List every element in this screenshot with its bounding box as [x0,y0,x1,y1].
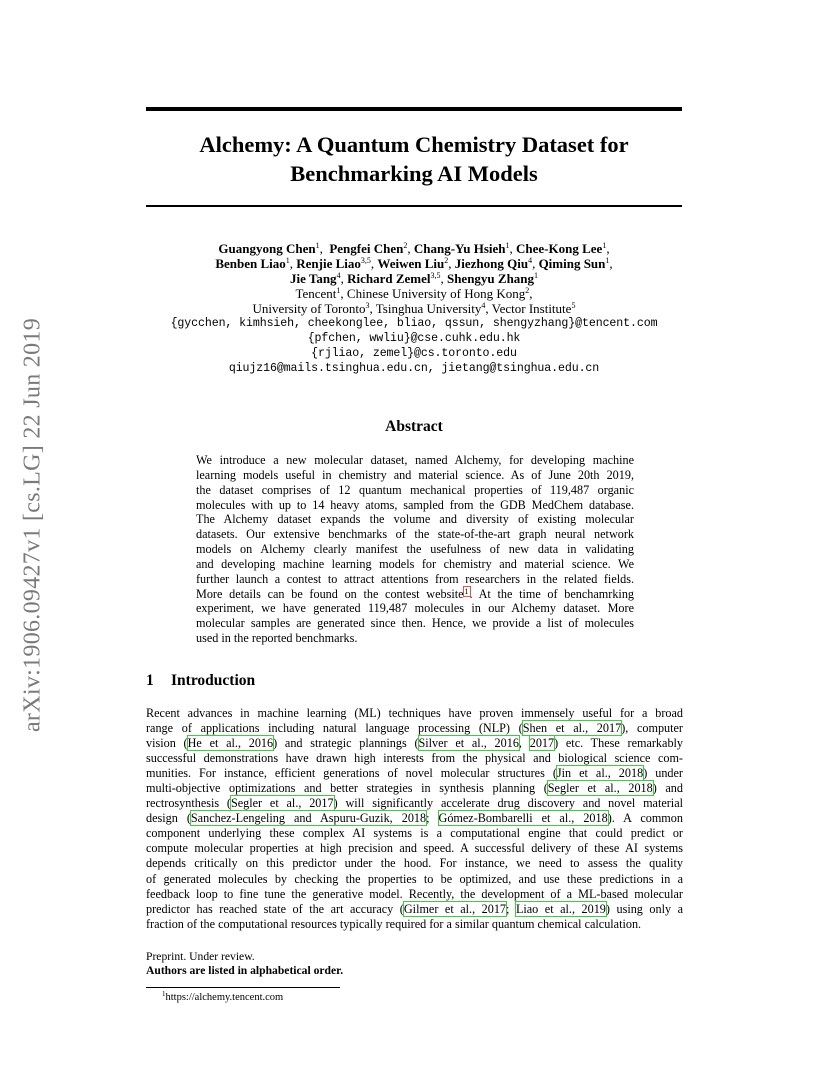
intro-text: ) and [652,781,683,796]
author-affil-sup: 1 [285,256,290,265]
citation-link[interactable]: Liao et al., 2019 [515,901,606,916]
intro-line: feedback loop to fine tune the generative model. Recently, the development of a ML-based molecular [146,886,683,901]
citation-link[interactable]: Jin et al., 2018 [556,766,644,781]
author-affil-sup: 3,5 [360,256,371,265]
intro-text: ) under [643,766,683,781]
affiliation-row-2 [146,301,682,316]
intro-text: ) will significantly accelerate drug discovery and novel material [333,796,683,811]
affiliation-name: University of Toronto [252,301,366,316]
author-name: Renjie Liao [296,256,361,271]
citation-link[interactable]: Shen et al., 2017 [522,721,622,736]
abstract-line: and developing machine learning models for chemistry and material science. We [196,556,634,571]
citation-link[interactable]: Silver et al., 2016 [418,736,519,751]
affiliation-name: , Chinese University of Hong Kong [340,286,526,301]
email-line[interactable]: {pfchen, wwliu}@cse.cuhk.edu.hk [307,332,521,345]
intro-text: ) and strategic plannings ( [273,736,419,751]
affiliation-sup: 5 [571,301,576,310]
section-number: 1 [146,672,154,689]
intro-line [146,811,683,826]
intro-text: , [518,736,530,751]
title-line-1: Alchemy: A Quantum Chemistry Dataset for [199,132,629,157]
author-name: Weiwen Liu [377,256,445,271]
intro-text: design ( [146,811,191,826]
intro-text: rectrosynthesis ( [146,796,231,811]
intro-line: of generated molecules by checking the properties to be optimized, and use these predictions in a [146,871,683,886]
email-line[interactable]: {gycchen, kimhsieh, cheekonglee, bliao, qssun, shengyzhang}@tencent.com [170,317,658,330]
email-line[interactable]: qiujz16@mails.tsinghua.edu.cn, jietang@tsinghua.edu.cn [228,362,600,375]
affiliation-name: , Tsinghua University [369,301,482,316]
intro-line: Recent advances in machine learning (ML) techniques have proven immensely useful for a broad [146,706,683,720]
intro-line [146,736,683,751]
abstract-body [196,453,634,646]
abstract-heading: Abstract [385,418,443,435]
author-affil-sup: 1 [534,271,539,280]
title-top-rule [146,107,682,111]
footnote-ref-link[interactable]: 1 [464,586,469,596]
abstract-line: The Alchemy dataset expands the volume and diversity of existing molecular [196,512,634,527]
intro-line [146,902,683,917]
author-name: Pengfei Chen [329,241,404,256]
affiliation-name: , Vector Institute [485,301,572,316]
intro-text: multi-objective optimizations and better strategies in synthesis planning ( [146,781,548,796]
author-name: Guangyong Chen [218,241,316,256]
citation-link[interactable]: Gilmer et al., 2017 [403,901,507,916]
author-affil-sup: 1 [605,256,610,265]
author-block [146,241,682,376]
abstract-line: We introduce a new molecular dataset, named Alchemy, for developing machine [196,453,634,467]
author-affil-sup: 1 [602,241,607,250]
affiliation-name: Tencent [295,286,337,301]
author-affil-sup: 1 [315,241,320,250]
intro-line: successful demonstrations have drawn high interests from the physical and biological science com- [146,751,683,766]
intro-line: compute molecular properties at high precision and speed. A successful delivery of these AI systems [146,841,683,856]
title-line-2: Benchmarking AI Models [290,161,538,186]
footnote-mark: 1 [162,990,166,998]
abstract-text: More details can be found on the contest website [196,586,464,601]
email-line[interactable]: {rjliao, zemel}@cs.toronto.edu [311,347,517,360]
abstract-line: datasets. Our extensive benchmarks of the state-of-the-art graph neural network [196,527,634,542]
citation-link[interactable]: Segler et al., 2018 [547,781,653,796]
author-affil-sup: 2 [403,241,408,250]
intro-text: predictor has reached state of the art accuracy ( [146,901,404,916]
citation-link[interactable]: 2017 [529,736,555,751]
intro-text: vision ( [146,736,188,751]
author-affil-sup: 3,5 [430,271,441,280]
intro-text: ), computer [621,721,683,736]
affiliation-sup: 1 [336,286,341,295]
author-affil-sup: 1 [505,241,510,250]
arxiv-stamp [20,290,46,760]
affiliation-sep: , [529,286,533,301]
author-row-1: Guangyong Chen$^1$, Pengfei Chen$^2$, Chang-Yu Hsieh$^1$, Chee-Kong Lee$^1$, [218,241,610,256]
intro-line [146,721,683,736]
footnote [162,992,283,1003]
intro-line: component underlying these complex AI systems is a computational engine that could predict or [146,826,683,841]
author-name: Shengyu Zhang [446,271,535,286]
author-name: Benben Liao [215,256,286,271]
affiliation-sup: 4 [481,301,486,310]
author-name: Chee-Kong Lee [516,241,603,256]
citation-link[interactable]: Segler et al., 2017 [230,796,334,811]
author-name: Jiezhong Qiu [454,256,529,271]
abstract-text: . At the time of benchamrking [469,586,635,601]
intro-line [146,781,683,796]
abstract-line: the dataset comprises of 12 quantum mechanical properties of 119,487 organic [196,482,634,497]
intro-line: depends critically on this predictor under the hood. For instance, we need to assess the quality [146,856,683,871]
affiliation-sup: 2 [525,286,530,295]
author-row-2: Benben Liao$^1$, Renjie Liao$^{3,5}$, Weiwen Liu$^2$, Jiezhong Qiu$^4$, Qiming Sun$^1$, [215,256,613,271]
abstract-line: models on Alchemy clearly manifest the usefulness of new data in validating [196,542,634,557]
author-affil-sup: 2 [444,256,449,265]
preprint-notice: Preprint. Under review. [146,950,255,963]
author-affil-sup: 4 [528,256,533,265]
abstract-line: further launch a contest to attract attentions from researchers in the related fields. [196,571,634,586]
affiliation-sup: 3 [365,301,370,310]
citation-link[interactable]: Gómez-Bombarelli et al., 2018 [438,811,608,826]
intro-line: fraction of the computational resources typically required for a similar quantum chemical calculation. [146,916,642,931]
intro-line [146,796,683,811]
intro-text: ; [506,901,516,916]
intro-text: ). A common [607,811,683,826]
author-row-3: Jie Tang$^4$, Richard Zemel$^{3,5}$, Shengyu Zhang$^1$ [289,271,539,286]
author-affil-sup: 4 [336,271,341,280]
section-heading [146,672,255,690]
intro-text: ; [426,811,439,826]
arxiv-identifier: arXiv:1906.09427v1 [cs.LG] 22 Jun 2019 [19,317,46,733]
paper-title [146,130,682,188]
abstract-line: molecular samples are generated since then. Hence, we provide a list of molecules [196,616,634,631]
section-title: Introduction [171,672,256,689]
introduction-body [146,706,683,932]
author-name: Chang-Yu Hsieh [413,241,506,256]
footnote-url[interactable]: https://alchemy.tencent.com [165,992,284,1003]
citation-link[interactable]: Sanchez-Lengeling and Aspuru-Guzik, 2018 [190,811,427,826]
author-name: Qiming Sun [538,256,606,271]
abstract-line: used in the reported benchmarks. [196,631,358,646]
abstract-line: experiment, we have generated 119,487 molecules in our Alchemy dataset. More [196,601,634,616]
footnote-rule [146,987,340,988]
abstract-line [196,587,634,602]
author-name: Jie Tang [289,271,337,286]
affiliation-row-1 [146,286,682,301]
intro-text: ) using only a [605,901,684,916]
author-order-note: Authors are listed in alphabetical order. [146,964,344,977]
abstract-line: molecules with up to 14 heavy atoms, sampled from the GDB MedChem database. [196,497,634,512]
citation-link[interactable]: He et al., 2016 [187,736,274,751]
intro-text: ) etc. These remarkably [554,736,684,751]
author-name: Richard Zemel [347,271,431,286]
intro-text: munities. For instance, efficient generations of novel molecular structures ( [146,766,557,781]
intro-text: range of applications including natural language processing (NLP) ( [146,721,523,736]
abstract-line: learning models useful in chemistry and material science. As of June 20th 2019, [196,467,634,482]
intro-line [146,766,683,781]
title-bottom-rule [146,205,682,207]
